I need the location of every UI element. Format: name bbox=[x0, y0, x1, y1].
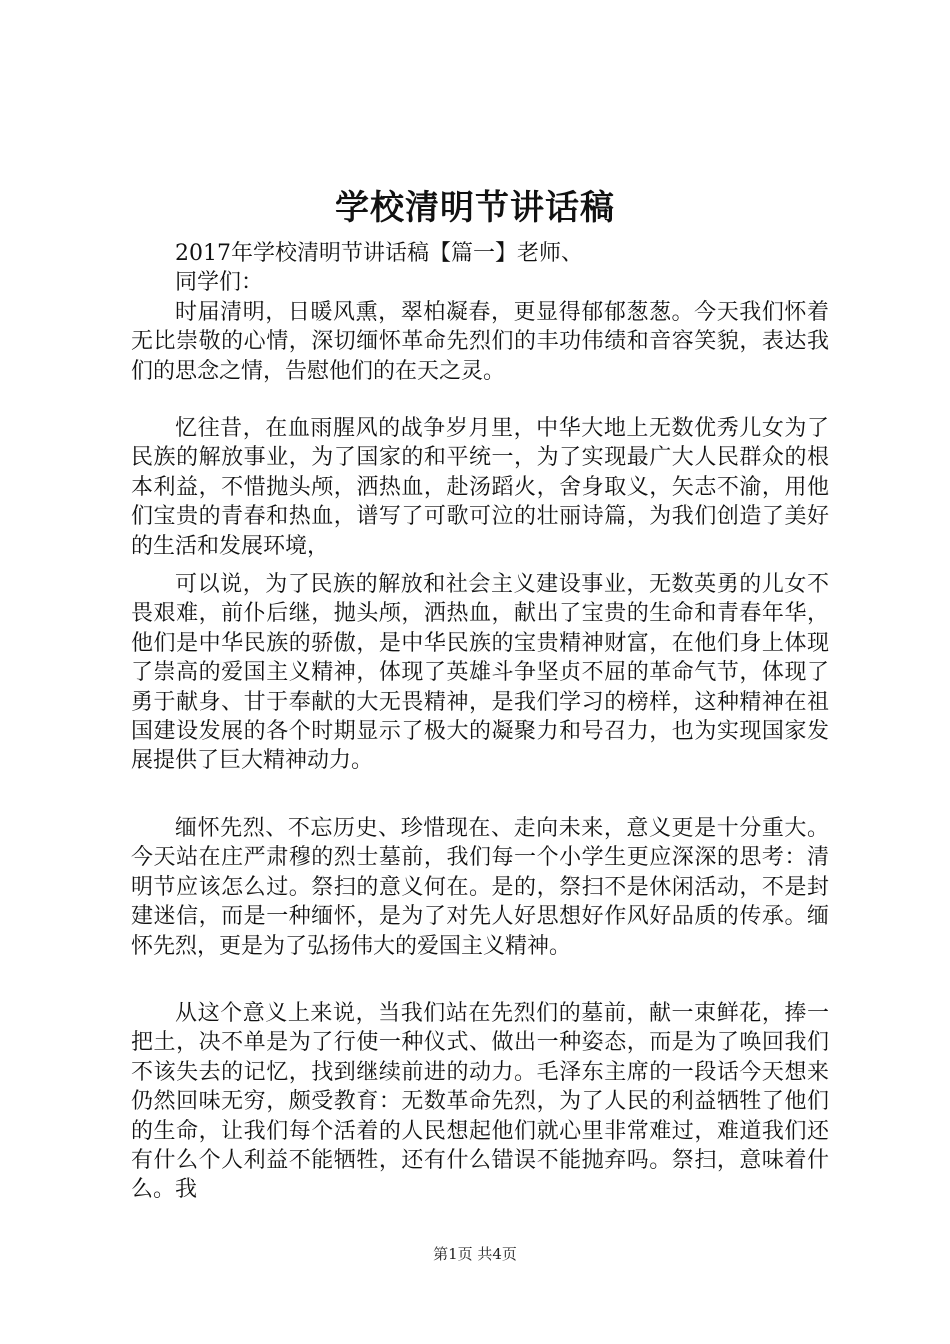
paragraph-5: 从这个意义上来说，当我们站在先烈们的墓前，献一束鲜花，捧一把土，决不单是为了行使一种仪式、做出一种姿态，而是为了唤回我们不该失去的记忆，找到继续前进的动力。毛泽东主席的一段话今天想来仍然回味无穷，颇受教育：无数革命先烈，为了人民的利益牺牲了他们的生命，让我们每个活着的人民想起他们就心里非常难过，难道我们还有什么个人利益不能牺牲，还有什么错误不能抛弃吗。祭扫，意味着什么。我 bbox=[131, 1001, 829, 1203]
paragraph-3: 可以说，为了民族的解放和社会主义建设事业，无数英勇的儿女不畏艰难，前仆后继，抛头颅，洒热血，献出了宝贵的生命和青春年华，他们是中华民族的骄傲，是中华民族的宝贵精神财富，在他们身上体现了崇高的爱国主义精神，体现了英雄斗争坚贞不屈的革命气节，体现了勇于献身、甘于奉献的大无畏精神，是我们学习的榜样，这种精神在祖国建设发展的各个时期显示了极大的凝聚力和号召力，也为实现国家发展提供了巨大精神动力。 bbox=[131, 572, 829, 774]
paragraph-4: 缅怀先烈、不忘历史、珍惜现在、走向未来，意义更是十分重大。今天站在庄严肃穆的烈士墓前，我们每一个小学生更应深深的思考：清明节应该怎么过。祭扫的意义何在。是的，祭扫不是休闲活动，不是封建迷信，而是一种缅怀，是为了对先人好思想好作风好品质的传承。缅怀先烈，更是为了弘扬伟大的爱国主义精神。 bbox=[131, 816, 829, 959]
paragraph-1: 时届清明，日暖风熏，翠柏凝春，更显得郁郁葱葱。今天我们怀着无比崇敬的心情，深切缅怀革命先烈们的丰功伟绩和音容笑貌，表达我们的思念之情，告慰他们的在天之灵。 bbox=[131, 300, 829, 384]
paragraph-2: 忆往昔，在血雨腥风的战争岁月里，中华大地上无数优秀儿女为了民族的解放事业，为了国家的和平统一，为了实现最广大人民群众的根本利益，不惜抛头颅，洒热血，赴汤蹈火，舍身取义，矢志不渝，用他们宝贵的青春和热血，谱写了可歌可泣的壮丽诗篇，为我们创造了美好的生活和发展环境， bbox=[131, 416, 829, 559]
intro-line-salutation: 同学们： bbox=[175, 270, 264, 295]
document-title: 学校清明节讲话稿 bbox=[335, 188, 615, 228]
page-number-footer: 第1页 共4页 bbox=[433, 1245, 517, 1263]
intro-line-heading: 2017年学校清明节讲话稿【篇一】老师、 bbox=[175, 241, 583, 266]
